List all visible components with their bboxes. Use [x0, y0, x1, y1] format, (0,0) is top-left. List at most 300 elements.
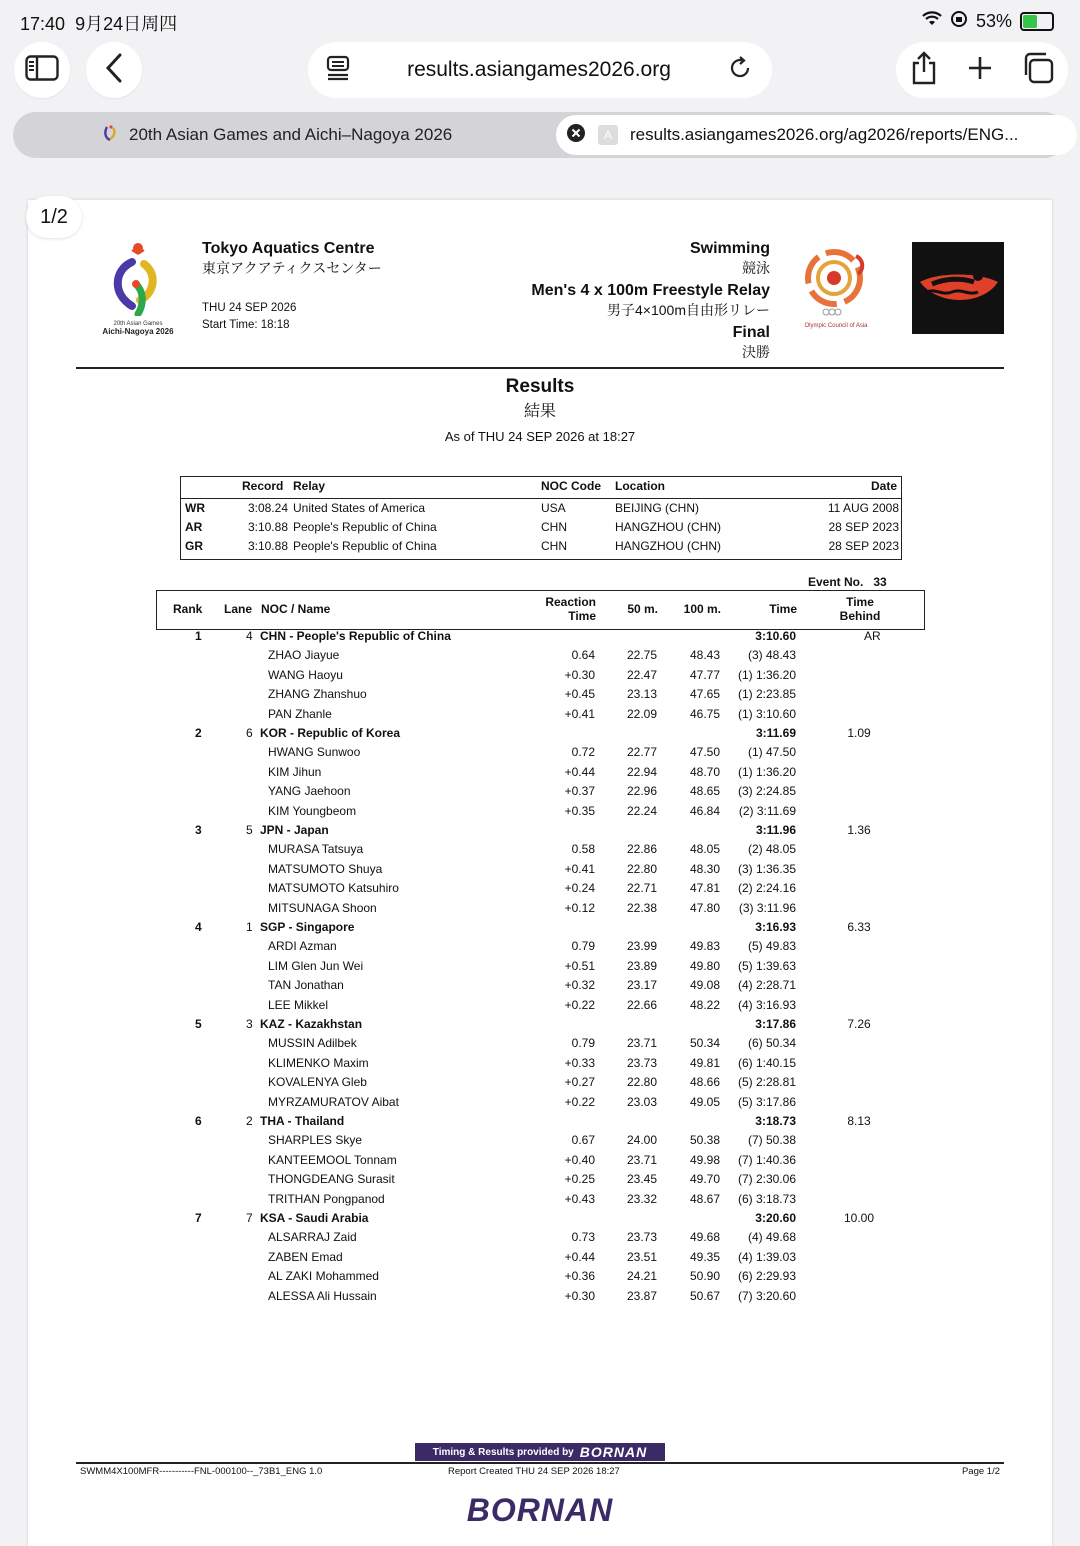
swimmer-name: YANG Jaehoon [268, 784, 351, 799]
team-row [156, 920, 923, 939]
phase-name-jp: 決勝 [742, 344, 770, 360]
swimmer-row [156, 687, 923, 706]
swimmer-row [156, 648, 923, 667]
event-number: Event No. 33 [808, 575, 887, 589]
oca-caption: Olympic Council of Asia [804, 323, 868, 329]
split-100m: 49.68 [689, 1230, 720, 1245]
url-text[interactable]: results.asiangames2026.org [407, 58, 671, 81]
swimmer-row [156, 1192, 923, 1211]
asian-games-logo [92, 240, 184, 336]
split-50m: 22.94 [626, 764, 657, 779]
swimmer-name: KANTEEMOOL Tonnam [268, 1152, 397, 1167]
record-date: 28 SEP 2023 [828, 520, 899, 534]
swimmer-row [156, 1133, 923, 1152]
split-100m: 48.70 [689, 764, 720, 779]
col-relay: Relay [293, 479, 326, 493]
cumulative-time: (2) 2:24.16 [737, 881, 796, 896]
tab-label: 20th Asian Games and Aichi–Nagoya 2026 [129, 125, 453, 144]
page-menu-icon[interactable] [326, 55, 350, 86]
swimmer-row [156, 1153, 923, 1172]
team-behind: 8.13 [847, 1114, 871, 1128]
reload-icon[interactable] [728, 56, 752, 85]
team-rank: 1 [195, 629, 202, 643]
split-50m: 22.66 [626, 997, 657, 1012]
split-50m: 22.38 [626, 900, 657, 915]
split-50m: 22.71 [626, 881, 657, 896]
swimmer-name: MUSSIN Adilbek [268, 1036, 357, 1051]
swimmer-row [156, 959, 923, 978]
col-rank: Rank [173, 602, 203, 616]
swimmer-name: SHARPLES Skye [268, 1133, 363, 1148]
record-type: WR [185, 501, 205, 515]
swimmer-row [156, 668, 923, 687]
team-lane: 2 [246, 1114, 253, 1128]
cumulative-time: (3) 3:11.96 [738, 900, 796, 915]
sidebar-button[interactable] [14, 42, 70, 98]
split-100m: 46.84 [689, 803, 720, 818]
swimmer-name: KOVALENYA Gleb [268, 1075, 367, 1090]
chevron-left-icon [104, 53, 124, 88]
status-right [922, 10, 1054, 33]
reaction-time: +0.40 [564, 1152, 595, 1167]
team-time: 3:11.96 [755, 823, 796, 837]
reaction-time: +0.44 [564, 1249, 595, 1264]
split-50m: 22.47 [626, 667, 657, 682]
cumulative-time: (1) 2:23.85 [737, 687, 796, 702]
team-behind: 1.09 [847, 726, 871, 740]
team-behind: 1.36 [847, 823, 871, 837]
reaction-time: 0.73 [571, 1230, 595, 1245]
cumulative-time: (5) 3:17.86 [737, 1094, 796, 1109]
reaction-time: +0.33 [564, 1055, 595, 1070]
record-date: 28 SEP 2023 [828, 539, 899, 553]
reaction-time: +0.44 [564, 764, 595, 779]
split-100m: 49.70 [689, 1172, 720, 1187]
logo-caption-1: 20th Asian Games [113, 321, 163, 327]
team-lane: 4 [246, 629, 253, 643]
cumulative-time: (2) 3:11.69 [738, 803, 796, 818]
split-50m: 23.17 [626, 978, 657, 993]
address-bar[interactable] [308, 42, 772, 98]
swimmer-name: LIM Glen Jun Wei [268, 958, 364, 973]
reaction-time: 0.79 [571, 939, 595, 954]
swimmer-row [156, 1095, 923, 1114]
split-50m: 23.32 [626, 1191, 657, 1206]
team-behind: 10.00 [843, 1211, 875, 1225]
col-record: Record [242, 479, 284, 493]
split-50m: 24.00 [626, 1133, 657, 1148]
team-rank: 4 [195, 920, 202, 934]
status-time: 17:40 9月24日周四 [20, 14, 178, 34]
split-100m: 48.05 [689, 842, 720, 857]
tab-report[interactable] [556, 115, 1077, 155]
col-100m: 100 m. [683, 602, 721, 616]
reaction-time: +0.35 [564, 803, 595, 818]
team-row [156, 823, 923, 842]
cumulative-time: (7) 2:30.06 [737, 1172, 796, 1187]
reaction-time: +0.41 [564, 706, 595, 721]
team-name: JPN - Japan [260, 823, 329, 837]
swimmer-name: ZHAO Jiayue [268, 648, 340, 663]
split-50m: 23.73 [626, 1230, 657, 1245]
team-row [156, 1114, 923, 1133]
swimmer-name: AL ZAKI Mohammed [268, 1269, 379, 1284]
tabs-overview-icon[interactable] [1022, 52, 1054, 89]
record-relay: People's Republic of China [293, 520, 437, 534]
swimmer-row [156, 1172, 923, 1191]
split-50m: 23.45 [626, 1172, 657, 1187]
record-location: HANGZHOU (CHN) [615, 520, 721, 534]
swimmer-name: PAN Zhanle [268, 706, 332, 721]
reaction-time: +0.12 [564, 900, 595, 915]
team-lane: 6 [246, 726, 253, 740]
team-time: 3:17.86 [755, 1017, 796, 1031]
record-noc: CHN [541, 520, 567, 534]
start-time: Start Time: 18:18 [202, 319, 290, 331]
swimmer-row [156, 842, 923, 861]
split-100m: 48.67 [689, 1191, 720, 1206]
team-name: CHN - People's Republic of China [260, 629, 451, 643]
split-100m: 49.05 [689, 1094, 720, 1109]
swimmer-row [156, 784, 923, 803]
split-100m: 50.90 [689, 1269, 720, 1284]
col-name: NOC / Name [261, 602, 331, 616]
sport-name-jp: 競泳 [742, 260, 770, 276]
team-time: 3:10.60 [755, 629, 796, 643]
record-relay: United States of America [293, 501, 426, 515]
swimmer-row [156, 862, 923, 881]
cumulative-time: (1) 3:10.60 [737, 706, 796, 721]
team-row [156, 726, 923, 745]
swimmer-row [156, 1250, 923, 1269]
cumulative-time: (4) 3:16.93 [737, 997, 796, 1012]
team-rank: 6 [195, 1114, 202, 1128]
team-name: SGP - Singapore [260, 920, 355, 934]
team-time: 3:20.60 [755, 1211, 796, 1225]
split-50m: 23.13 [626, 687, 657, 702]
swimmer-name: ZHANG Zhanshuo [268, 687, 367, 702]
results-title-jp: 結果 [523, 403, 556, 420]
page-number: Page 1/2 [961, 1466, 1000, 1477]
team-lane: 3 [246, 1017, 253, 1031]
timing-banner [415, 1443, 665, 1461]
swimmer-row [156, 707, 923, 726]
swimmer-row [156, 1056, 923, 1075]
cumulative-time: (7) 50.38 [747, 1133, 796, 1148]
cumulative-time: (4) 2:28.71 [737, 978, 796, 993]
record-row [181, 520, 901, 539]
split-50m: 23.51 [626, 1249, 657, 1264]
cumulative-time: (6) 2:29.93 [737, 1269, 796, 1284]
cumulative-time: (3) 2:24.85 [737, 784, 796, 799]
team-rank: 3 [195, 823, 202, 837]
timing-label: Timing & Results provided by [432, 1446, 574, 1458]
reaction-time: +0.51 [564, 958, 595, 973]
split-100m: 49.81 [689, 1055, 720, 1070]
col-reaction: Reaction [545, 595, 596, 609]
reaction-time: 0.67 [571, 1133, 595, 1148]
report-created: Report Created THU 24 SEP 2026 18:27 [448, 1466, 620, 1477]
split-100m: 50.38 [689, 1133, 720, 1148]
team-record: AR [864, 629, 881, 643]
reaction-time: +0.41 [564, 861, 595, 876]
split-50m: 22.86 [626, 842, 657, 857]
logo-caption-2: Aichi-Nagoya 2026 [102, 327, 174, 336]
split-50m: 22.24 [626, 803, 657, 818]
split-50m: 24.21 [626, 1269, 657, 1284]
cumulative-time: (3) 1:36.35 [737, 861, 796, 876]
split-100m: 48.22 [689, 997, 720, 1012]
split-100m: 47.65 [689, 687, 720, 702]
report-code: SWMM4X100MFR-----------FNL-000100--_73B1_ENG 1.0 [80, 1466, 323, 1477]
reaction-time: 0.79 [571, 1036, 595, 1051]
swimmer-name: ALESSA Ali Hussain [268, 1288, 377, 1303]
swimmer-row [156, 1289, 923, 1308]
swimmer-row [156, 881, 923, 900]
as-of-text: As of THU 24 SEP 2026 at 18:27 [444, 429, 636, 444]
split-50m: 23.71 [626, 1036, 657, 1051]
swimmer-row [156, 804, 923, 823]
sidebar-icon [25, 55, 59, 86]
swimmer-row [156, 1230, 923, 1249]
swimmer-name: MATSUMOTO Shuya [268, 861, 383, 876]
split-50m: 22.80 [626, 861, 657, 876]
swimmer-name: MURASA Tatsuya [268, 842, 364, 857]
reaction-time: +0.36 [564, 1269, 595, 1284]
split-100m: 49.98 [689, 1152, 720, 1167]
venue-block [202, 240, 382, 331]
split-100m: 49.08 [689, 978, 720, 993]
record-location: BEIJING (CHN) [615, 501, 699, 515]
team-row [156, 1211, 923, 1230]
split-100m: 48.65 [689, 784, 720, 799]
team-lane: 7 [246, 1211, 253, 1225]
split-100m: 50.34 [689, 1036, 720, 1051]
split-50m: 23.87 [626, 1288, 657, 1303]
record-type: AR [185, 520, 203, 534]
swimmer-name: KIM Jihun [268, 764, 322, 779]
event-date: THU 24 SEP 2026 [202, 302, 297, 314]
col-location: Location [615, 479, 665, 493]
swimmer-row [156, 1036, 923, 1055]
status-bar [0, 0, 1080, 40]
swimmer-row [156, 1269, 923, 1288]
battery-percent: 53% [975, 11, 1012, 31]
swimmer-row [156, 765, 923, 784]
split-50m: 23.73 [626, 1055, 657, 1070]
swimmer-name: MATSUMOTO Katsuhiro [268, 881, 399, 896]
cumulative-time: (7) 1:40.36 [737, 1152, 796, 1167]
col-behind: Behind [839, 609, 881, 623]
battery-level [1023, 15, 1037, 28]
event-block [531, 240, 770, 362]
record-time: 3:10.88 [247, 539, 288, 553]
tab-bar [13, 112, 1067, 158]
reaction-time: +0.30 [564, 667, 595, 682]
favicon-icon [101, 124, 119, 147]
cumulative-time: (3) 48.43 [747, 648, 796, 663]
col-lane: Lane [224, 602, 253, 616]
split-50m: 23.99 [626, 939, 657, 954]
split-100m: 49.35 [689, 1249, 720, 1264]
back-button[interactable] [86, 42, 142, 98]
reaction-time: 0.72 [571, 745, 595, 760]
split-50m: 23.03 [626, 1094, 657, 1109]
timing-brand: BORNAN [579, 1444, 648, 1460]
col-time: Time [769, 602, 797, 616]
team-row [156, 1017, 923, 1036]
record-location: HANGZHOU (CHN) [615, 539, 721, 553]
record-time: 3:08.24 [247, 501, 288, 515]
pdf-page [28, 200, 1052, 1546]
cumulative-time: (1) 47.50 [747, 745, 796, 760]
team-time: 3:18.73 [755, 1114, 796, 1128]
event-name: Men's 4 x 100m Freestyle Relay [531, 282, 770, 299]
share-icon[interactable] [910, 51, 938, 90]
swimmer-name: TRITHAN Pongpanod [268, 1191, 385, 1206]
swimmer-name: MYRZAMURATOV Aibat [268, 1094, 399, 1109]
split-100m: 48.66 [689, 1075, 720, 1090]
record-type: GR [185, 539, 203, 553]
results-title: Results [505, 376, 575, 397]
split-50m: 23.89 [626, 958, 657, 973]
cumulative-time: (5) 1:39.63 [737, 958, 796, 973]
cumulative-time: (4) 49.68 [747, 1230, 796, 1245]
reaction-time: +0.27 [564, 1075, 595, 1090]
orientation-lock-icon [950, 10, 968, 33]
close-tab-icon[interactable] [566, 123, 586, 148]
cumulative-time: (6) 1:40.15 [737, 1055, 796, 1070]
browser-actions [896, 42, 1068, 98]
venue-name: Tokyo Aquatics Centre [202, 240, 375, 257]
reaction-time: +0.22 [564, 1094, 595, 1109]
swimmer-row [156, 939, 923, 958]
col-reaction-time: Time [568, 609, 596, 623]
split-100m: 47.80 [689, 900, 720, 915]
split-50m: 22.96 [626, 784, 657, 799]
swimmer-row [156, 1075, 923, 1094]
team-name: KOR - Republic of Korea [260, 726, 401, 740]
cumulative-time: (1) 1:36.20 [737, 667, 796, 682]
team-behind: 7.26 [847, 1017, 871, 1031]
team-name: KSA - Saudi Arabia [260, 1211, 369, 1225]
cumulative-time: (6) 3:18.73 [737, 1191, 796, 1206]
swimmer-name: KLIMENKO Maxim [268, 1055, 369, 1070]
cumulative-time: (5) 49.83 [747, 939, 796, 954]
cumulative-time: (4) 1:39.03 [737, 1249, 796, 1264]
swimmer-name: MITSUNAGA Shoon [268, 900, 377, 915]
venue-name-jp: 東京アクアティクスセンター [202, 260, 382, 276]
swimmer-name: ALSARRAJ Zaid [268, 1230, 357, 1245]
reaction-time: +0.43 [564, 1191, 595, 1206]
split-50m: 23.71 [626, 1152, 657, 1167]
results-header [156, 590, 925, 630]
team-time: 3:16.93 [755, 920, 796, 934]
split-100m: 47.50 [689, 745, 720, 760]
battery-icon [1020, 12, 1054, 31]
cumulative-time: (1) 1:36.20 [737, 764, 796, 779]
records-header [181, 479, 901, 499]
oca-logo [798, 246, 874, 332]
cumulative-time: (5) 2:28.81 [737, 1075, 796, 1090]
reaction-time: 0.64 [571, 648, 595, 663]
swimmer-name: WANG Haoyu [268, 667, 343, 682]
team-time: 3:11.69 [755, 726, 796, 740]
reaction-time: +0.22 [564, 997, 595, 1012]
swimmer-name: LEE Mikkel [268, 997, 329, 1012]
record-row [181, 501, 901, 520]
record-time: 3:10.88 [247, 520, 288, 534]
split-100m: 49.83 [689, 939, 720, 954]
swimmer-name: TAN Jonathan [268, 978, 344, 993]
col-noc: NOC Code [541, 479, 601, 493]
team-row [156, 629, 923, 648]
header-rule [76, 367, 1004, 369]
team-rank: 5 [195, 1017, 202, 1031]
record-noc: USA [541, 501, 566, 515]
record-row [181, 539, 901, 558]
tab-label: results.asiangames2026.org/ag2026/reports/ENG... [630, 125, 1019, 144]
reaction-time: +0.30 [564, 1288, 595, 1303]
swimmer-name: THONGDEANG Surasit [268, 1172, 395, 1187]
team-behind: 6.33 [847, 920, 871, 934]
reaction-time: +0.45 [564, 687, 595, 702]
sport-name: Swimming [689, 240, 770, 257]
tab-asian-games[interactable] [101, 112, 452, 158]
results-title-block [28, 376, 1052, 444]
reaction-time: +0.32 [564, 978, 595, 993]
split-50m: 22.77 [626, 745, 657, 760]
bornan-logo: BORNAN [466, 1492, 614, 1528]
split-100m: 49.80 [689, 958, 720, 973]
team-rank: 2 [195, 726, 202, 740]
wifi-icon [922, 11, 942, 32]
cumulative-time: (7) 3:20.60 [737, 1288, 796, 1303]
record-noc: CHN [541, 539, 567, 553]
phase-name: Final [732, 324, 770, 341]
swimmer-row [156, 978, 923, 997]
split-100m: 46.75 [689, 706, 720, 721]
swimmer-name: ARDI Azman [268, 939, 337, 954]
team-rank: 7 [195, 1211, 202, 1225]
swimmer-name: KIM Youngbeom [268, 803, 357, 818]
swimmer-row [156, 998, 923, 1017]
split-100m: 47.81 [689, 881, 720, 896]
reader-icon: A [598, 125, 618, 145]
col-date: Date [870, 479, 897, 493]
records-table [180, 476, 902, 560]
split-100m: 48.43 [689, 648, 720, 663]
cumulative-time: (2) 48.05 [747, 842, 796, 857]
record-relay: People's Republic of China [293, 539, 437, 553]
col-time-behind: Time [846, 595, 874, 609]
footer-rule [76, 1462, 1004, 1464]
team-lane: 5 [246, 823, 253, 837]
record-date: 11 AUG 2008 [827, 501, 899, 515]
split-100m: 47.77 [689, 667, 720, 682]
swimmer-name: ZABEN Emad [268, 1249, 343, 1264]
col-50m: 50 m. [627, 602, 658, 616]
event-name-jp: 男子4×100m自由形リレー [607, 302, 770, 318]
reaction-time: +0.25 [564, 1172, 595, 1187]
new-tab-icon[interactable] [967, 55, 993, 86]
team-name: KAZ - Kazakhstan [260, 1017, 363, 1031]
swimmer-name: HWANG Sunwoo [268, 745, 361, 760]
team-lane: 1 [246, 920, 253, 934]
split-50m: 22.75 [626, 648, 657, 663]
page-indicator: 1/2 [26, 196, 82, 238]
swimmer-row [156, 745, 923, 764]
